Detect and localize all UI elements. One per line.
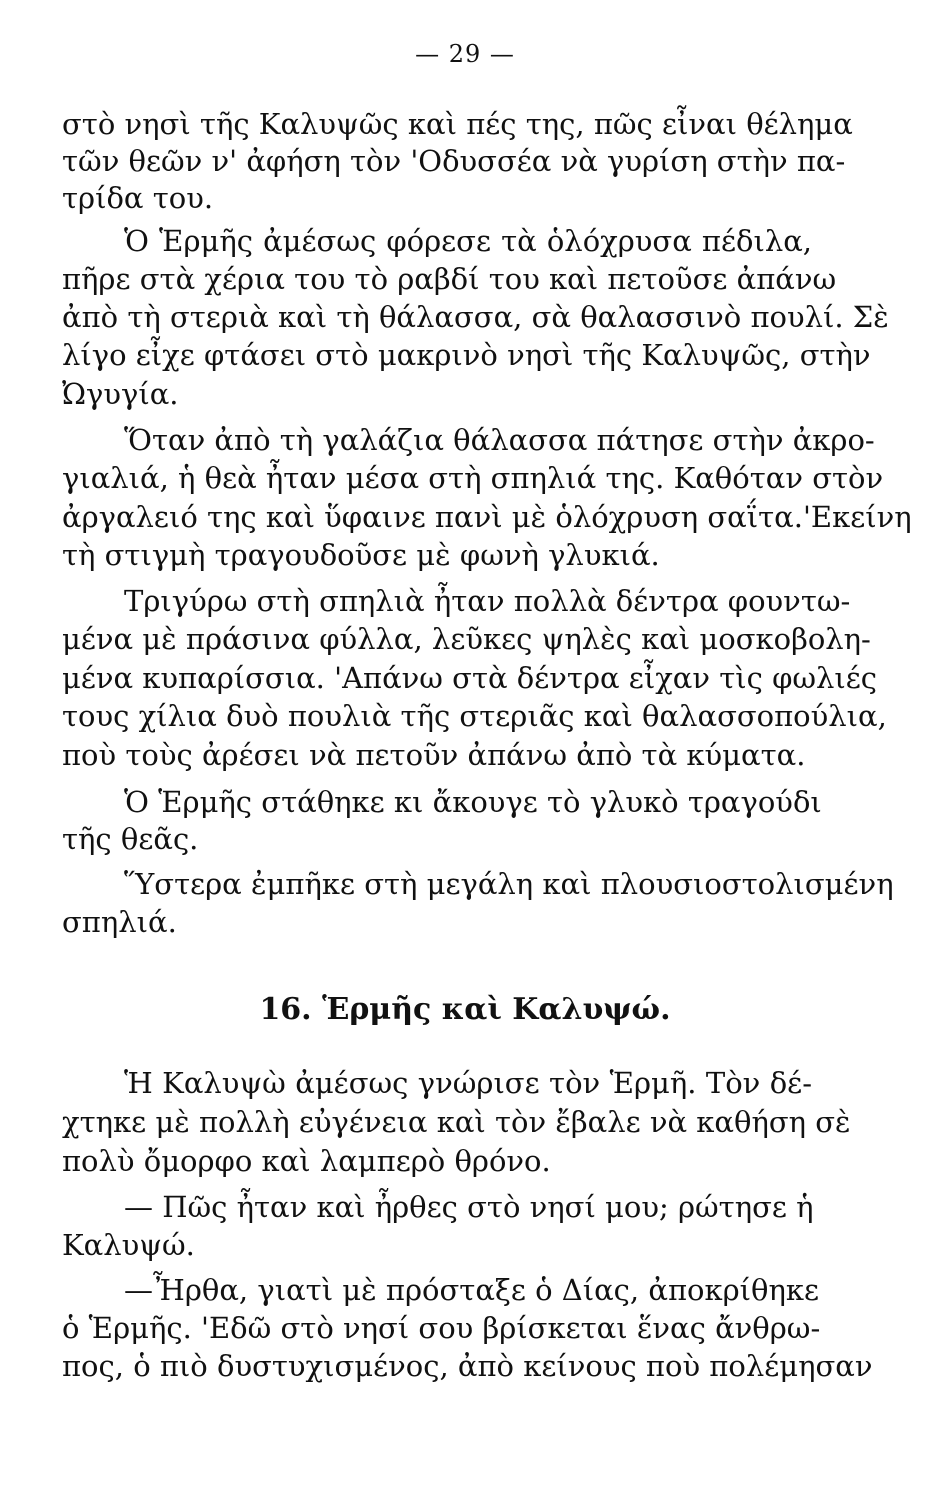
text-line: Τριγύρω στὴ σπηλιὰ ἦταν πολλὰ δέντρα φουντω- (124, 584, 851, 618)
text-line: Ὕστερα ἐμπῆκε στὴ μεγάλη καὶ πλουσιοστολισμένη (124, 867, 894, 901)
text-line: χτηκε μὲ πολλὴ εὐγένεια καὶ τὸν ἔβαλε νὰ καθήση σὲ (62, 1105, 851, 1139)
text-line: τους χίλια δυὸ πουλιὰ τῆς στεριᾶς καὶ θαλασσοπούλια, (62, 699, 887, 733)
text-line: Ὁ Ἑρμῆς στάθηκε κι ἄκουγε τὸ γλυκὸ τραγούδι (124, 785, 822, 819)
text-line: ἀπὸ τὴ στεριὰ καὶ τὴ θάλασσα, σὰ θαλασσινὸ πουλί. Σὲ (62, 300, 889, 334)
text-line: —Ἦρθα, γιατὶ μὲ πρόσταξε ὁ Δίας, ἀποκρίθηκε (124, 1273, 819, 1307)
text-line: Ὁ Ἑρμῆς ἀμέσως φόρεσε τὰ ὁλόχρυσα πέδιλα, (124, 224, 812, 258)
text-line: Ἡ Καλυψὼ ἀμέσως γνώρισε τὸν Ἑρμῆ. Τὸν δέ- (124, 1066, 812, 1100)
text-line: πολὺ ὄμορφο καὶ λαμπερὸ θρόνο. (62, 1144, 551, 1178)
text-line: πος, ὁ πιὸ δυστυχισμένος, ἀπὸ κείνους ποὺ πολέμησαν (62, 1349, 873, 1383)
text-line: τρίδα του. (62, 181, 214, 215)
text-line: ἀργαλειό της καὶ ὕφαινε πανὶ μὲ ὁλόχρυση σαΐτα.'Εκείνη (62, 500, 912, 534)
text-line: ποὺ τοὺς ἀρέσει νὰ πετοῦν ἀπάνω ἀπὸ τὰ κύματα. (62, 738, 806, 772)
text-line: μένα μὲ πράσινα φύλλα, λεῦκες ψηλὲς καὶ μοσκοβολη- (62, 622, 871, 656)
text-line: πῆρε στὰ χέρια του τὸ ραβδί του καὶ πετοῦσε ἀπάνω (62, 262, 837, 296)
text-line: γιαλιά, ἡ θεὰ ἦταν μέσα στὴ σπηλιά της. Καθόταν στὸν (62, 461, 884, 495)
page-number: — 29 — (415, 40, 515, 68)
text-line: τῶν θεῶν ν' ἀφήση τὸν 'Οδυσσέα νὰ γυρίση στὴν πα- (62, 144, 846, 178)
text-line: τὴ στιγμὴ τραγουδοῦσε μὲ φωνὴ γλυκιά. (62, 538, 660, 572)
section-heading: 16. Ἑρμῆς καὶ Καλυψώ. (259, 992, 671, 1027)
text-line: — Πῶς ἦταν καὶ ἦρθες στὸ νησί μου; ρώτησε ἡ (124, 1190, 814, 1224)
text-line: τῆς θεᾶς. (62, 822, 199, 856)
text-line: μένα κυπαρίσσια. 'Απάνω στὰ δέντρα εἶχαν τὶς φωλιές (62, 661, 878, 695)
text-line: λίγο εἶχε φτάσει στὸ μακρινὸ νησὶ τῆς Καλυψῶς, στὴν (62, 338, 871, 372)
text-line: σπηλιά. (62, 905, 177, 939)
text-line: ὁ Ἑρμῆς. 'Εδῶ στὸ νησί σου βρίσκεται ἕνας ἄνθρω- (62, 1311, 821, 1345)
text-line: Καλυψώ. (62, 1228, 195, 1262)
text-line: Ὠγυγία. (62, 377, 179, 411)
text-line: στὸ νησὶ τῆς Καλυψῶς καὶ πές της, πῶς εἶναι θέλημα (62, 107, 853, 141)
text-line: Ὅταν ἀπὸ τὴ γαλάζια θάλασσα πάτησε στὴν ἀκρο- (124, 423, 875, 457)
